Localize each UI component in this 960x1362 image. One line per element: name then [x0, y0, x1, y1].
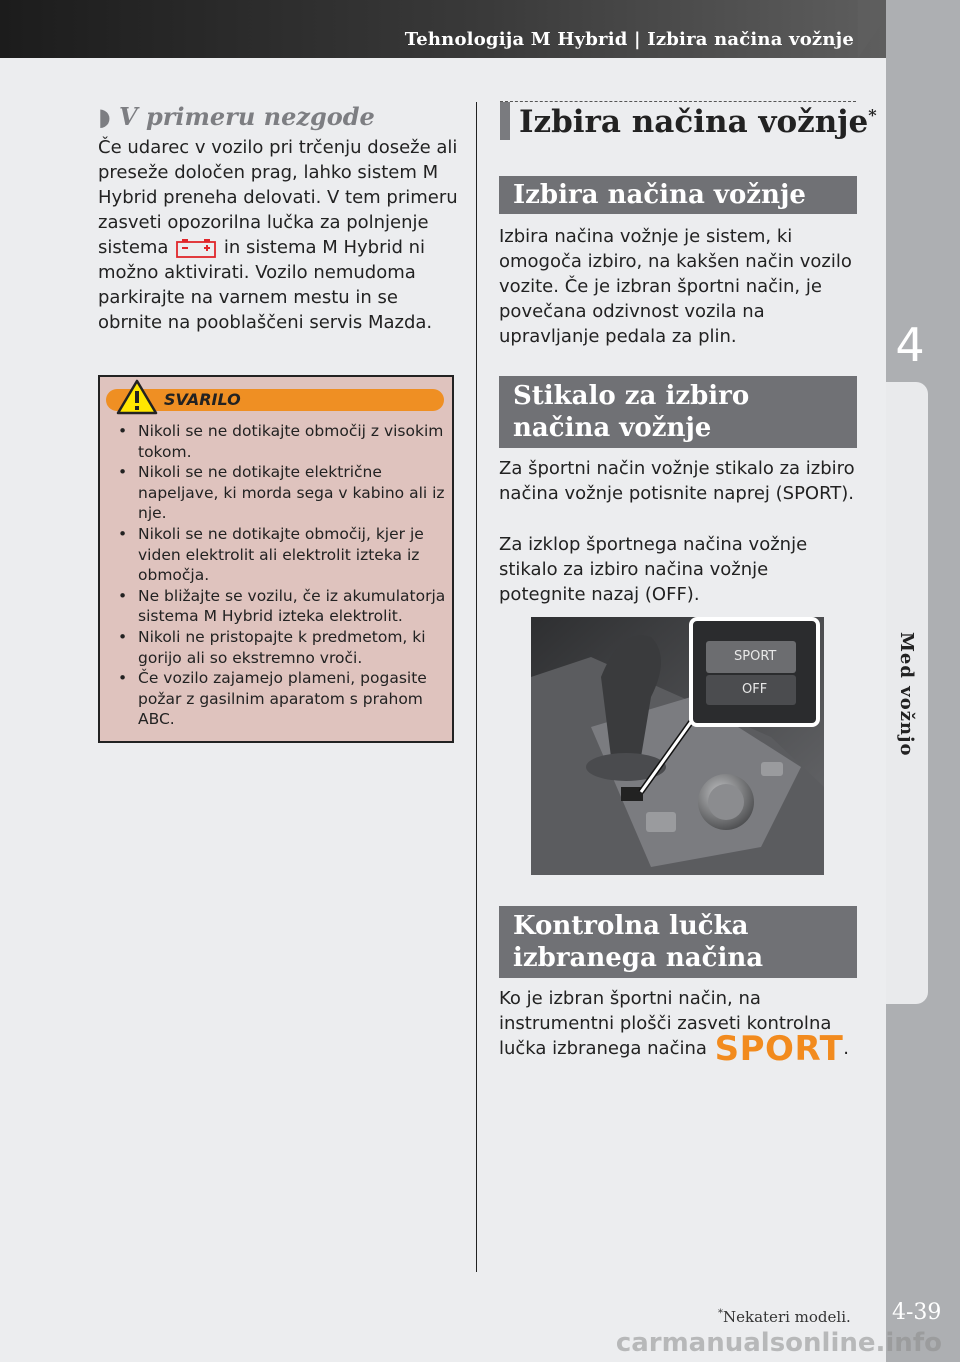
section-title: Izbira načina vožnje* — [519, 104, 877, 140]
header-title: Tehnologija M Hybrid | Izbira načina vožnje — [404, 29, 854, 50]
accident-paragraph — [98, 135, 458, 335]
heading-mode-indicator: Kontrolna lučka izbranega načina — [499, 906, 857, 978]
mode-switch-photo — [531, 617, 824, 875]
footnote-marker: * — [718, 1308, 723, 1319]
chapter-label: Med vožnjo — [896, 632, 917, 757]
warning-item: • Nikoli ne pristopajte k predmetom, ki gorijo ali so ekstremno vroči. — [116, 627, 446, 668]
footnote-text: Nekateri modeli. — [723, 1308, 851, 1326]
warning-item: • Ne bližajte se vozilu, če iz akumulatorja sistema M Hybrid izteka elektrolit. — [116, 586, 446, 627]
warning-box — [98, 375, 454, 743]
warning-item: • Nikoli se ne dotikajte območij z visokim tokom. — [116, 421, 446, 462]
accident-text-2: in sistema M Hybrid ni možno aktivirati. Vozilo nemudoma parkirajte na varnem mestu in se obrnite na pooblaščeni servis Mazda. — [98, 237, 433, 333]
warning-banner — [106, 389, 444, 411]
title-accent-bar — [500, 102, 510, 140]
chapter-number: 4 — [895, 318, 925, 372]
warning-label: SVARILO — [164, 390, 241, 409]
page-number: 4-39 — [892, 1300, 942, 1325]
indicator-paragraph — [499, 986, 859, 1069]
title-footnote-marker: * — [868, 105, 877, 125]
title-separator — [500, 101, 856, 102]
warning-item: • Nikoli se ne dotikajte električne napeljave, ki morda sega v kabino ali iz nje. — [116, 462, 446, 524]
drive-mode-paragraph: Izbira načina vožnje je sistem, ki omogoča izbiro, na kakšen način vozilo vozite. Če je izbran športni način, je povečana odzivnost vozila na upravljanje pedala za plin. — [499, 226, 852, 347]
warning-item: • Če vozilo zajamejo plameni, pogasite požar z gasilnim aparatom s prahom ABC. — [116, 668, 446, 730]
battery-charge-warning-icon — [176, 238, 216, 258]
warning-item: • Nikoli se ne dotikajte območij, kjer je viden elektrolit ali elektrolit izteka iz območja. — [116, 524, 446, 586]
switch-paragraph-2: Za izklop športnega načina vožnje stikalo za izbiro načina vožnje potegnite nazaj (OFF). — [499, 534, 808, 605]
warning-triangle-icon — [116, 379, 158, 415]
heading-mode-switch: Stikalo za izbiro načina vožnje — [499, 376, 857, 448]
indicator-text: Ko je izbran športni način, na instrumentni plošči zasveti kontrolna lučka izbranega načina — [499, 988, 832, 1059]
warning-list — [116, 421, 446, 730]
sport-indicator-icon: SPORT — [714, 1029, 844, 1069]
subheading-accident: ◗ V primeru nezgode — [98, 102, 375, 131]
switch-paragraph-1: Za športni način vožnje stikalo za izbiro načina vožnje potisnite naprej (SPORT). — [499, 458, 855, 504]
heading-drive-mode: Izbira načina vožnje — [499, 176, 857, 214]
column-divider — [476, 102, 477, 1272]
accident-text-1: Če udarec v vozilo pri trčenju doseže ali preseže določen prag, lahko sistem M Hybrid preneha delovati. V tem primeru zasveti opozorilna lučka za polnjenje sistema — [98, 137, 458, 258]
footnote — [718, 1308, 851, 1326]
photo-sport-label: SPORT — [734, 649, 777, 664]
watermark: carmanualsonline.info — [615, 1328, 942, 1358]
indicator-period: . — [843, 1038, 850, 1059]
photo-off-label: OFF — [742, 682, 768, 697]
